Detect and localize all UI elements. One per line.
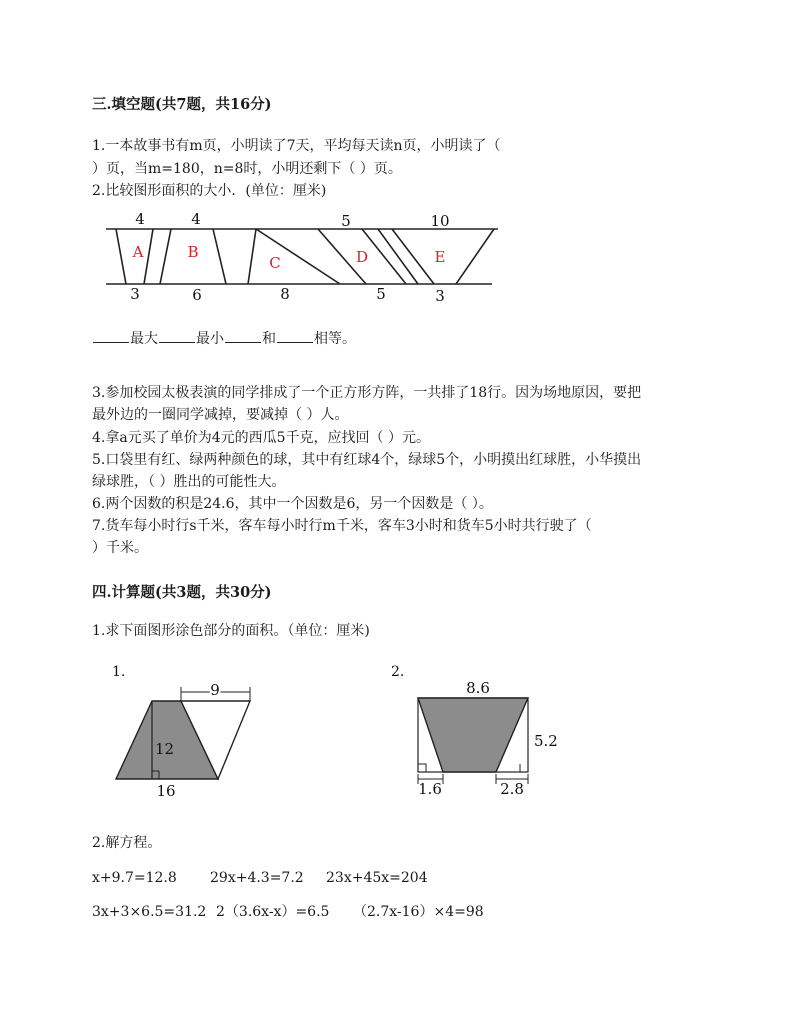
answer-blank-2[interactable] bbox=[159, 328, 195, 343]
section-4-title: 四.计算题(共3题，共30分) bbox=[92, 584, 272, 601]
top-label-e: 10 bbox=[430, 212, 450, 230]
q1-line1: 1.一本故事书有m页，小明读了7天，平均每天读n页，小明读了（ bbox=[92, 138, 501, 154]
q4: 4.拿a元买了单价为4元的西瓜5千克，应找回（ ）元。 bbox=[92, 430, 430, 446]
q7-line2: ）千米。 bbox=[92, 540, 148, 556]
fig1-height-label: 12 bbox=[155, 740, 175, 758]
equation-2: 29x+4.3=7.2 bbox=[210, 870, 304, 886]
bottom-label-b: 6 bbox=[192, 286, 202, 304]
answer-word-max: 最大 bbox=[130, 331, 158, 347]
q2-answer-line bbox=[92, 328, 356, 349]
answer-blank-4[interactable] bbox=[277, 328, 313, 343]
bottom-label-c: 8 bbox=[280, 285, 290, 303]
fig2-number: 2. bbox=[391, 664, 405, 680]
q5-line1: 5.口袋里有红、绿两种颜色的球，其中有红球4个，绿球5个，小明摸出红球胜，小华摸出 bbox=[92, 452, 642, 468]
shape-label-d: D bbox=[355, 248, 369, 266]
shape-label-a: A bbox=[132, 243, 144, 261]
answer-blank-1[interactable] bbox=[93, 328, 129, 343]
shaded-figure-1 bbox=[100, 656, 290, 806]
bottom-label-a: 3 bbox=[130, 285, 140, 303]
top-label-d: 5 bbox=[341, 212, 351, 230]
calc-q1: 1.求下面图形涂色部分的面积。（单位：厘米) bbox=[92, 623, 370, 639]
q2-line1: 2.比较图形面积的大小．(单位：厘米) bbox=[92, 183, 327, 199]
q3-line2: 最外边的一圈同学减掉，要减掉（ ）人。 bbox=[92, 407, 349, 423]
calc-q2: 2.解方程。 bbox=[92, 835, 162, 851]
equation-1: x+9.7=12.8 bbox=[92, 870, 177, 886]
bottom-label-d: 5 bbox=[376, 285, 386, 303]
shape-label-b: B bbox=[187, 243, 199, 261]
answer-word-and: 和 bbox=[262, 331, 276, 347]
shaded-figure-2 bbox=[388, 656, 588, 806]
equation-6: （2.7x-16）×4=98 bbox=[353, 904, 484, 920]
fig2-height-label: 5.2 bbox=[534, 732, 558, 750]
q6: 6.两个因数的积是24.6，其中一个因数是6，另一个因数是（ ）。 bbox=[92, 496, 493, 512]
bottom-label-e: 3 bbox=[435, 287, 445, 305]
top-label-a: 4 bbox=[135, 210, 145, 228]
shape-label-c: C bbox=[269, 254, 281, 272]
fig1-top-label: 9 bbox=[210, 681, 220, 699]
answer-word-equal: 相等。 bbox=[314, 331, 356, 347]
fig1-number: 1. bbox=[112, 664, 126, 680]
q1-line2: ）页，当m=180，n=8时，小明还剩下（ ）页。 bbox=[92, 161, 402, 177]
fig2-right-label: 2.8 bbox=[500, 780, 524, 798]
equation-5: 2（3.6x-x）=6.5 bbox=[216, 904, 330, 920]
answer-blank-3[interactable] bbox=[225, 328, 261, 343]
q5-line2: 绿球胜，（ ）胜出的可能性大。 bbox=[92, 474, 286, 490]
area-comparison-figure bbox=[100, 206, 500, 306]
fig1-base-label: 16 bbox=[156, 782, 176, 800]
fig2-left-label: 1.6 bbox=[418, 780, 442, 798]
section-3-title: 三.填空题(共7题，共16分) bbox=[92, 96, 272, 113]
q7-line1: 7.货车每小时行s千米，客车每小时行m千米，客车3小时和货车5小时共行驶了（ bbox=[92, 518, 592, 534]
answer-word-min: 最小 bbox=[196, 331, 224, 347]
equation-4: 3x+3×6.5=31.2 bbox=[92, 904, 207, 920]
shape-label-e: E bbox=[434, 248, 446, 266]
top-label-b: 4 bbox=[191, 210, 201, 228]
q3-line1: 3.参加校园太极表演的同学排成了一个正方形方阵，一共排了18行。因为场地原因，要把 bbox=[92, 385, 642, 401]
fig2-top-label: 8.6 bbox=[466, 679, 490, 697]
equation-3: 23x+45x=204 bbox=[326, 870, 428, 886]
